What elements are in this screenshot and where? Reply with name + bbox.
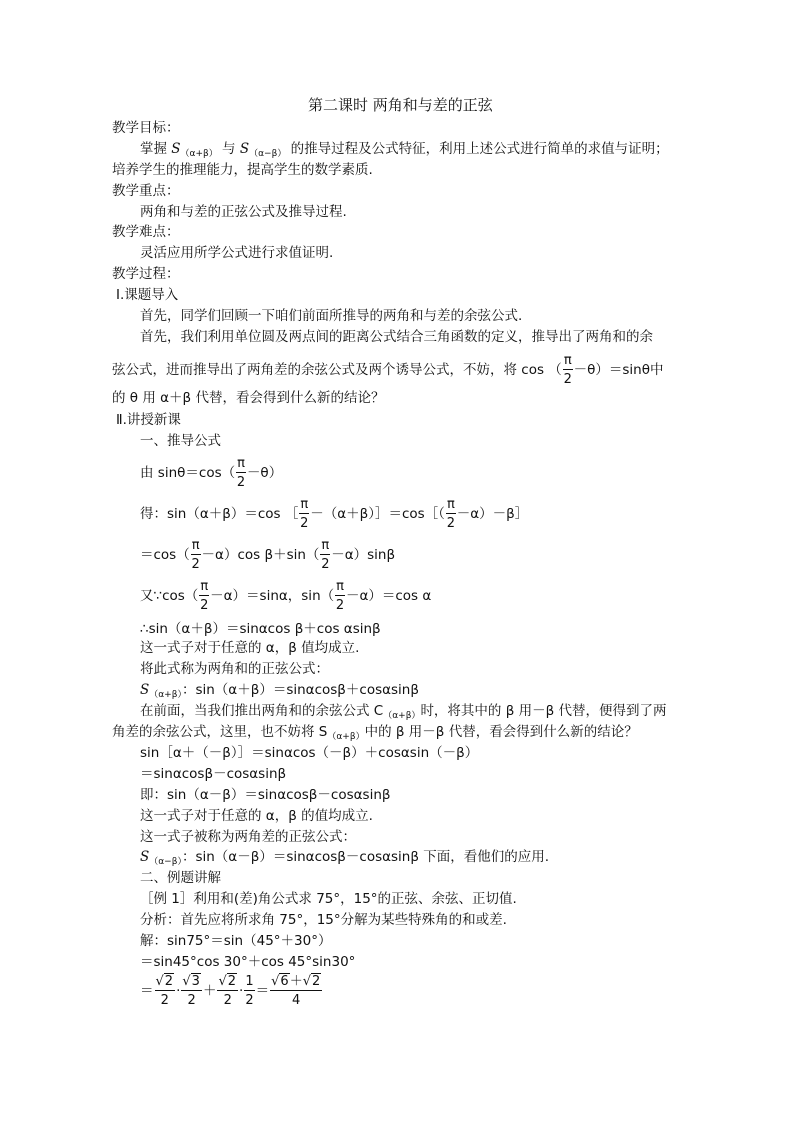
part-one-heading: Ⅰ.课题导入 — [116, 287, 179, 303]
denominator: 2 — [321, 557, 330, 572]
naming-note-2: 这一式子被称为两角差的正弦公式： — [140, 829, 356, 845]
radicand: 2 — [164, 974, 174, 989]
denominator: 2 — [335, 598, 345, 613]
goal-line-1 — [140, 141, 669, 159]
goal-text-mid: 与 — [217, 141, 240, 157]
denominator: 2 — [236, 475, 246, 490]
fraction-result — [270, 975, 322, 1007]
symbol-s: S — [171, 141, 181, 157]
denominator: 2 — [446, 516, 455, 531]
subheading-derivation: 一、推导公式 — [140, 433, 221, 449]
fraction-sqrt2-over-2 — [155, 975, 176, 1007]
denominator: 2 — [300, 516, 309, 531]
paragraph-text: 角差的余弦公式，这里，也不妨将 S — [112, 724, 328, 740]
radicand: 3 — [191, 974, 200, 989]
derivation-text: ＝cos（ — [140, 547, 190, 563]
subscript-sum: （α+β） — [327, 732, 365, 742]
sqrt-sign: √ — [271, 974, 280, 989]
example-1-analysis: 分析：首先应将所求角 75°，15°分解为某些特殊角的和或差. — [140, 912, 507, 928]
fraction-pi-over-2 — [236, 457, 246, 489]
fraction-pi-over-2 — [335, 580, 345, 612]
derivation-text: －α）cos β＋sin（ — [201, 547, 320, 563]
solution-line-2: ＝sin45°cos 30°＋cos 45°sin30° — [140, 954, 356, 970]
numerator: π — [237, 456, 245, 471]
symbol-s: S — [239, 141, 250, 157]
fraction-sqrt2-over-2 — [217, 975, 238, 1007]
difference-result: 即：sin（α－β）＝sinαcosβ－cosαsinβ — [140, 787, 391, 803]
intro-line-2: 首先，我们利用单位圆及两点间的距离公式结合三角函数的定义，推导出了两角和的余 — [140, 329, 653, 345]
formula-text: ：sin（α＋β）＝sinαcosβ＋cosαsinβ — [181, 682, 419, 698]
equals-sign: ＝ — [140, 983, 154, 999]
plus-sign: ＋ — [289, 974, 303, 989]
radicand: 6 — [280, 974, 289, 989]
subscript-diff: （α−β） — [149, 857, 182, 867]
derivation-text: －（α＋β）］＝cos［（ — [310, 506, 445, 522]
difficulty-label: 教学难点： — [112, 224, 180, 240]
solution-line-1: 解：sin75°＝sin（45°＋30°） — [140, 933, 332, 949]
paragraph-line-2 — [112, 724, 638, 742]
derivation-line-4 — [140, 578, 431, 614]
radicand: 2 — [227, 974, 237, 989]
denominator: 2 — [563, 372, 572, 387]
fraction-pi-over-2 — [320, 539, 330, 571]
numerator: π — [321, 538, 330, 553]
fraction-sqrt3-over-2 — [181, 975, 202, 1007]
denominator: 4 — [292, 993, 301, 1008]
multiply-dot: · — [176, 983, 181, 999]
difficulty-text: 灵活应用所学公式进行求值证明. — [140, 245, 334, 261]
multiply-dot: · — [239, 983, 244, 999]
radicand: 2 — [312, 974, 321, 989]
goal-line-2: 培养学生的推理能力，提高学生的数学素质. — [112, 162, 373, 178]
equals-sign: ＝ — [255, 983, 270, 999]
intro-text-b: －θ）＝sinθ中 — [573, 362, 664, 378]
sqrt-sign: √ — [155, 974, 164, 989]
intro-line-4: 的 θ 用 α＋β 代替，看会得到什么新的结论？ — [112, 390, 385, 406]
numerator: π — [300, 497, 309, 512]
key-text: 两角和与差的正弦公式及推导过程. — [140, 204, 347, 220]
derivation-line-3 — [140, 537, 395, 573]
denominator: 2 — [160, 993, 169, 1008]
subscript-sum: （α+β） — [383, 711, 421, 721]
validity-note-1: 这一式子对于任意的 α，β 值均成立. — [140, 640, 360, 656]
denominator: 2 — [200, 598, 209, 613]
denominator: 2 — [191, 557, 200, 572]
denominator: 2 — [245, 993, 254, 1008]
sum-formula-result: ∴sin（α＋β）＝sinαcos β＋cos αsinβ — [140, 621, 381, 637]
goal-text-b: 的推导过程及公式特征，利用上述公式进行简单的求值与证明； — [286, 141, 669, 157]
fraction-pi-over-2 — [299, 498, 309, 530]
derivation-text: 由 sinθ＝cos（ — [140, 465, 236, 481]
plus-sign: ＋ — [202, 983, 217, 999]
key-label: 教学重点： — [112, 183, 180, 199]
subheading-examples: 二、例题讲解 — [140, 870, 221, 886]
difference-formula-label — [140, 849, 549, 867]
derivation-text: －α）＝cos α — [345, 588, 432, 604]
intro-text-a: 弦公式，进而推导出了两角差的余弦公式及两个诱导公式，不妨，将 cos （ — [112, 362, 562, 378]
goal-label: 教学目标： — [112, 120, 180, 136]
process-label: 教学过程： — [112, 266, 180, 282]
formula-text: ：sin（α－β）＝sinαcosβ－cosαsinβ 下面，看他们的应用. — [181, 849, 550, 865]
substitution-line: sin［α＋（－β）］＝sinαcos（－β）＋cosαsin（－β） — [140, 745, 479, 761]
numerator — [155, 975, 176, 991]
intro-line-1: 首先，同学们回顾一下咱们前面所推导的两角和与差的余弦公式. — [140, 308, 523, 324]
sqrt-sign: √ — [218, 974, 227, 989]
fraction-pi-over-2 — [199, 580, 209, 612]
derivation-text: －θ） — [246, 465, 283, 481]
goal-text-a: 掌握 — [140, 141, 172, 157]
denominator: 2 — [187, 993, 196, 1008]
part-two-heading: Ⅱ.讲授新课 — [116, 412, 181, 428]
numerator: π — [336, 579, 344, 594]
subscript-sum: （α+β） — [149, 690, 182, 700]
numerator: π — [191, 538, 200, 553]
symbol-s: S — [140, 682, 150, 698]
derivation-line-1 — [140, 455, 282, 491]
numerator: π — [446, 497, 455, 512]
derivation-text: －α）sinβ — [331, 547, 396, 563]
derivation-text: 得：sin（α＋β）＝cos ［ — [140, 506, 299, 522]
paragraph-line-1 — [140, 703, 667, 721]
numerator: π — [563, 353, 572, 368]
paragraph-text: 在前面，当我们推出两角和的余弦公式 C — [140, 703, 384, 719]
sqrt-sign: √ — [182, 974, 191, 989]
denominator: 2 — [223, 993, 232, 1008]
fraction-1-over-2 — [244, 975, 254, 1007]
validity-note-2: 这一式子对于任意的 α，β 的值均成立. — [140, 808, 373, 824]
simplified-line: ＝sinαcosβ－cosαsinβ — [140, 766, 287, 782]
example-1-prompt: ［例 1］利用和(差)角公式求 75°，15°的正弦、余弦、正切值. — [140, 891, 517, 907]
derivation-line-2 — [140, 496, 528, 532]
sum-formula-label — [140, 682, 419, 700]
symbol-s: S — [140, 849, 150, 865]
numerator — [181, 975, 202, 991]
fraction-pi-over-2 — [191, 539, 201, 571]
fraction-pi-over-2 — [446, 498, 456, 530]
solution-line-3 — [140, 972, 323, 1010]
derivation-text: －α）－β］ — [456, 506, 529, 522]
numerator — [217, 975, 238, 991]
paragraph-text: 中的 β 用－β 代替，看会得到什么新的结论？ — [364, 724, 638, 740]
sqrt-sign: √ — [302, 974, 311, 989]
intro-line-3 — [112, 352, 664, 388]
numerator: 1 — [245, 974, 254, 989]
subscript-diff: （α−β） — [249, 149, 287, 159]
subscript-sum: （α+β） — [180, 149, 218, 159]
numerator: π — [200, 579, 209, 594]
page-title: 第二课时 两角和与差的正弦 — [308, 96, 493, 114]
fraction-pi-over-2 — [563, 354, 573, 386]
numerator — [270, 975, 322, 991]
paragraph-text: 时，将其中的 β 用－β 代替，便得到了两 — [420, 703, 667, 719]
derivation-text: －α）＝sinα，sin（ — [210, 588, 335, 604]
naming-note-1: 将此式称为两角和的正弦公式： — [140, 661, 329, 677]
derivation-text: 又∵cos（ — [140, 588, 199, 604]
